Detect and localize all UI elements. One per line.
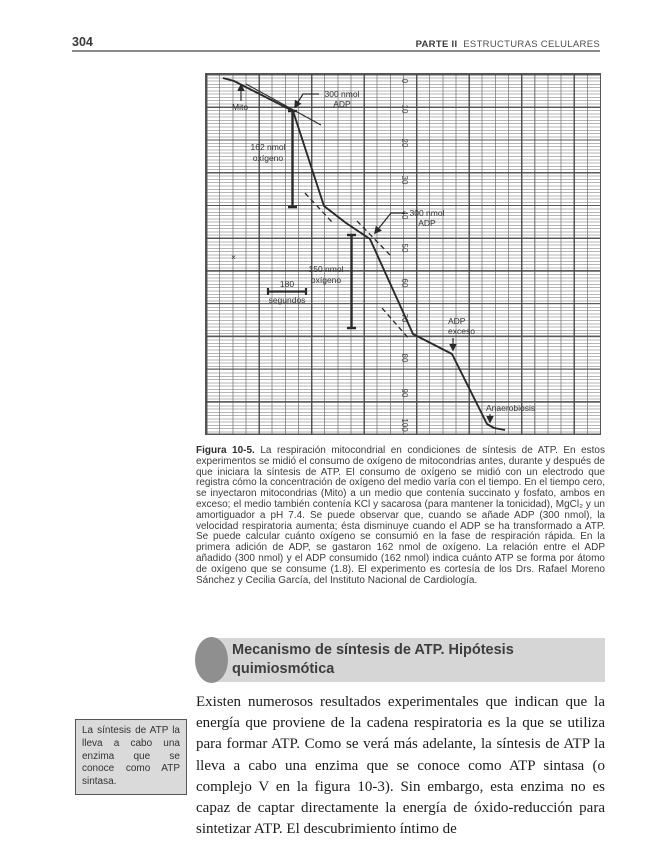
header-rule xyxy=(72,50,600,52)
adp1-label-line1: 300 nmol xyxy=(324,89,360,99)
section-heading xyxy=(195,637,605,683)
scale-tick: 100 xyxy=(400,418,409,432)
time-scale-value: 180 xyxy=(279,279,295,289)
adp-excess-label-line1: ADP xyxy=(448,316,466,326)
o2-second-label-line1: 150 nmol xyxy=(308,264,344,274)
part-title: ESTRUCTURAS CELULARES xyxy=(463,39,600,50)
scale-tick: 90 xyxy=(400,388,409,398)
figure-caption-text: La respiración mitocondrial en condiciones de síntesis de ATP. En estos experimentos se midió el consumo de oxígeno de mitocondrias antes, durante y después de que iniciara la síntesis de ATP. El consumo de oxígeno se midió con un electrodo que registra cómo la concentración de oxígeno del medio varía con el tiempo. En el tiempo cero, se inyectaron mitocondrias (Mito) a un medio que contenía succinato y fosfato, ambos en exceso; el medio también contenía KCl y sacarosa (para mantener la tonicidad), MgCl₂ y un amortiguador a pH 7.4. Se puede observar que, cuando se añade ADP (300 nmol), la velocidad respiratoria aumenta; ésta disminuye cuando el ADP se ha transformado a ATP. Se puede calcular cuánto oxígeno se consumió en la fase de respiración rápida. En la primera adición de ADP, se gastaron 162 nmol de oxígeno. La relación entre el ADP añadido (300 nmol) y el ADP consumido (162 nmol) indica cuánto ATP se forma por átomo de oxígeno que se consume (1.8). El experimento es cortesía de los Drs. Rafael Moreno Sánchez y Cecilia García, del Instituto Nacional de Cardiología. xyxy=(196,445,605,586)
scale-tick: 60 xyxy=(400,278,409,288)
adp1-label-line2: ADP xyxy=(333,99,351,109)
extrapolation-dash-2 xyxy=(357,221,391,256)
o2-second-label-line2: oxígeno xyxy=(310,275,342,285)
o2-first-label-line1: 162 nmol xyxy=(250,142,286,152)
stray-mark: × xyxy=(231,252,236,262)
anaerobiosis-label: Anaerobiosis xyxy=(486,403,536,413)
extrapolation-dash-1 xyxy=(305,193,332,222)
scale-tick: 70 xyxy=(400,313,409,323)
section-bullet-oval xyxy=(195,637,228,683)
scale-tick: 80 xyxy=(400,353,409,363)
section-heading-text xyxy=(232,641,514,679)
o2-first-bracket xyxy=(288,111,297,207)
section-heading-line2: quimiosmótica xyxy=(232,661,335,677)
o2-first-label-line2: oxígeno xyxy=(252,153,284,163)
part-label: PARTE II xyxy=(415,39,458,50)
running-head xyxy=(416,39,600,50)
figure-caption-label: Figura 10-5. xyxy=(196,445,255,456)
adp2-label-line1: 300 nmol xyxy=(409,208,445,218)
margin-note: La síntesis de ATP la lleva a cabo una enzima que se conoce como ATP sintasa. xyxy=(75,719,187,795)
adp-excess-label-line2: exceso xyxy=(448,326,475,336)
time-scale-unit: segundos xyxy=(268,295,306,305)
chart-overlay xyxy=(206,74,600,434)
time-scale-bracket xyxy=(268,288,306,295)
figure-caption xyxy=(196,446,605,586)
section-heading-line1: Mecanismo de síntesis de ATP. Hipótesis xyxy=(232,642,514,658)
figure-10-5-chart xyxy=(205,73,601,435)
body-paragraph: Existen numerosos resultados experimentales que indican que la energía que proviene de la cadena respiratoria es la que se utiliza para formar ATP. Como se verá más adelante, la síntesis de ATP la lleva a cabo una enzima que se conoce como ATP sintasa (o complejo V en la figura 10-3). Sin embargo, esta enzima no es capaz de captar directamente la energía de óxido-reducción para sintetizar ATP. El descubrimiento íntimo de xyxy=(196,694,605,838)
o2-trace xyxy=(223,78,505,430)
scale-tick: 50 xyxy=(400,243,409,253)
adp1-leader-arrow xyxy=(295,94,319,107)
mito-label: Mito xyxy=(232,102,249,112)
scale-tick: 0 xyxy=(400,78,409,84)
scale-tick: 40 xyxy=(400,210,409,220)
scale-tick: 20 xyxy=(400,138,409,148)
oxygen-scale-ticks xyxy=(400,79,409,432)
adp2-label-line2: ADP xyxy=(418,218,436,228)
page-number: 304 xyxy=(72,35,93,49)
scale-tick: 30 xyxy=(400,175,409,185)
o2-second-bracket xyxy=(347,235,356,328)
scale-tick: 10 xyxy=(400,104,409,114)
extrapolation-line-1 xyxy=(246,84,321,125)
